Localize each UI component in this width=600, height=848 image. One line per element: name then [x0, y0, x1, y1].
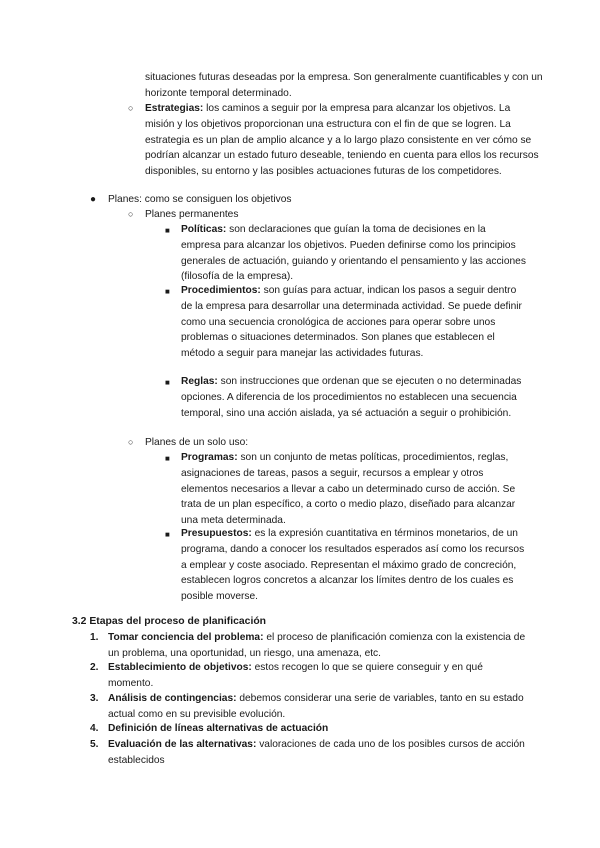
- etapa-term: Evaluación de las alternativas:: [108, 739, 257, 750]
- hollow-circle-bullet-icon: ○: [128, 209, 134, 219]
- estrategias-text: los caminos a seguir por la empresa para alcanzar los objetivos. La misión y los objetivos proporcionan una estructura con el fin de que se logren. La estrategia es un plan de amplio alcance y a lo largo plazo consistente en ver cómo se podrían alcanzar un estado futuro deseable, teniendo en cuenta para ellos los recursos disponibles, su entorno y las posibles actuaciones futuras de los competidores.: [145, 103, 539, 178]
- hollow-circle-bullet-icon: ○: [128, 103, 134, 113]
- list-number: 2.: [90, 662, 99, 673]
- politicas-item: [181, 222, 526, 285]
- list-number: 4.: [90, 723, 99, 734]
- planes-solo-uso-item: Planes de un solo uso:: [145, 437, 249, 448]
- list-number: 3.: [90, 693, 99, 704]
- etapa-item: [108, 630, 528, 662]
- hollow-circle-bullet-icon: ○: [128, 437, 134, 447]
- square-bullet-icon: ■: [165, 378, 170, 387]
- square-bullet-icon: ■: [165, 287, 170, 296]
- procedimientos-term: Procedimientos:: [181, 285, 261, 296]
- etapa-term: Tomar conciencia del problema:: [108, 632, 264, 643]
- square-bullet-icon: ■: [165, 530, 170, 539]
- politicas-term: Políticas:: [181, 224, 227, 235]
- procedimientos-text: son guías para actuar, indican los pasos a seguir dentro de la empresa para desarrollar una determinada actividad. Se puede definir como una secuencia cronológica de acciones para operar sobre unos problemas o situaciones determinados. Son planes que establecen el método a seguir para manejar las actividades futuras.: [181, 285, 522, 360]
- presupuestos-item: [181, 526, 531, 605]
- list-number: 5.: [90, 739, 99, 750]
- list-number: 1.: [90, 632, 99, 643]
- etapa-item: [108, 660, 528, 692]
- etapa-text: debemos considerar una serie de variables, tanto en su estado actual como en su previsible evolución.: [108, 693, 524, 720]
- etapa-term: Análisis de contingencias:: [108, 693, 237, 704]
- square-bullet-icon: ■: [165, 226, 170, 235]
- etapa-text: valoraciones de cada uno de los posibles cursos de acción establecidos: [108, 739, 525, 766]
- intro-paragraph: situaciones futuras deseadas por la empresa. Son generalmente cuantificables y con un horizonte temporal determinado.: [145, 72, 543, 99]
- programas-term: Programas:: [181, 452, 238, 463]
- section-heading: 3.2 Etapas del proceso de planificación: [72, 616, 267, 627]
- etapa-text: el proceso de planificación comienza con la existencia de un problema, una oportunidad, un riesgo, una amenaza, etc.: [108, 632, 526, 659]
- programas-text: son un conjunto de metas políticas, procedimientos, reglas, asignaciones de tareas, pasos a seguir, recursos a emplear y otros elementos necesarios a llevar a cabo un determinado curso de acción. Se trata de un plan específico, a corto o medio plazo, diseñado para alcanzar una meta determinada.: [181, 452, 516, 527]
- presupuestos-text: es la expresión cuantitativa en términos monetarios, de un programa, dando a conocer los resultados esperados así como los recursos a emplear y coste asociado. Representan el máximo grado de concreción, establecen logros concretos a alcanzar los límites dentro de los cuales es posible moverse.: [181, 528, 525, 603]
- reglas-text: son instrucciones que ordenan que se ejecuten o no determinadas opciones. A diferencia de los procedimientos no establecen una secuencia temporal, sino una acción aislada, ya sé actuación a seguir o prohibición.: [181, 376, 522, 419]
- etapa-item: [108, 691, 528, 723]
- etapa-term: Establecimiento de objetivos:: [108, 662, 252, 673]
- procedimientos-item: [181, 283, 526, 362]
- planes-permanentes-item: Planes permanentes: [145, 209, 239, 220]
- estrategias-item: [145, 101, 540, 180]
- etapa-item: [108, 737, 528, 769]
- planes-item: Planes: como se consiguen los objetivos: [108, 194, 292, 205]
- etapa-item: [108, 721, 528, 737]
- reglas-item: [181, 374, 526, 421]
- estrategias-term: Estrategias:: [145, 103, 204, 114]
- reglas-term: Reglas:: [181, 376, 218, 387]
- programas-item: [181, 450, 531, 529]
- filled-circle-bullet-icon: ●: [90, 194, 97, 205]
- presupuestos-term: Presupuestos:: [181, 528, 252, 539]
- etapa-text: estos recogen lo que se quiere conseguir y en qué momento.: [108, 662, 483, 689]
- politicas-text: son declaraciones que guían la toma de decisiones en la empresa para alcanzar los objetivos. Pueden definirse como los principios generales de actuación, guiando y orientando el pensamiento y las acciones (filosofía de la empresa).: [181, 224, 526, 283]
- square-bullet-icon: ■: [165, 454, 170, 463]
- etapa-term: Definición de líneas alternativas de actuación: [108, 723, 329, 734]
